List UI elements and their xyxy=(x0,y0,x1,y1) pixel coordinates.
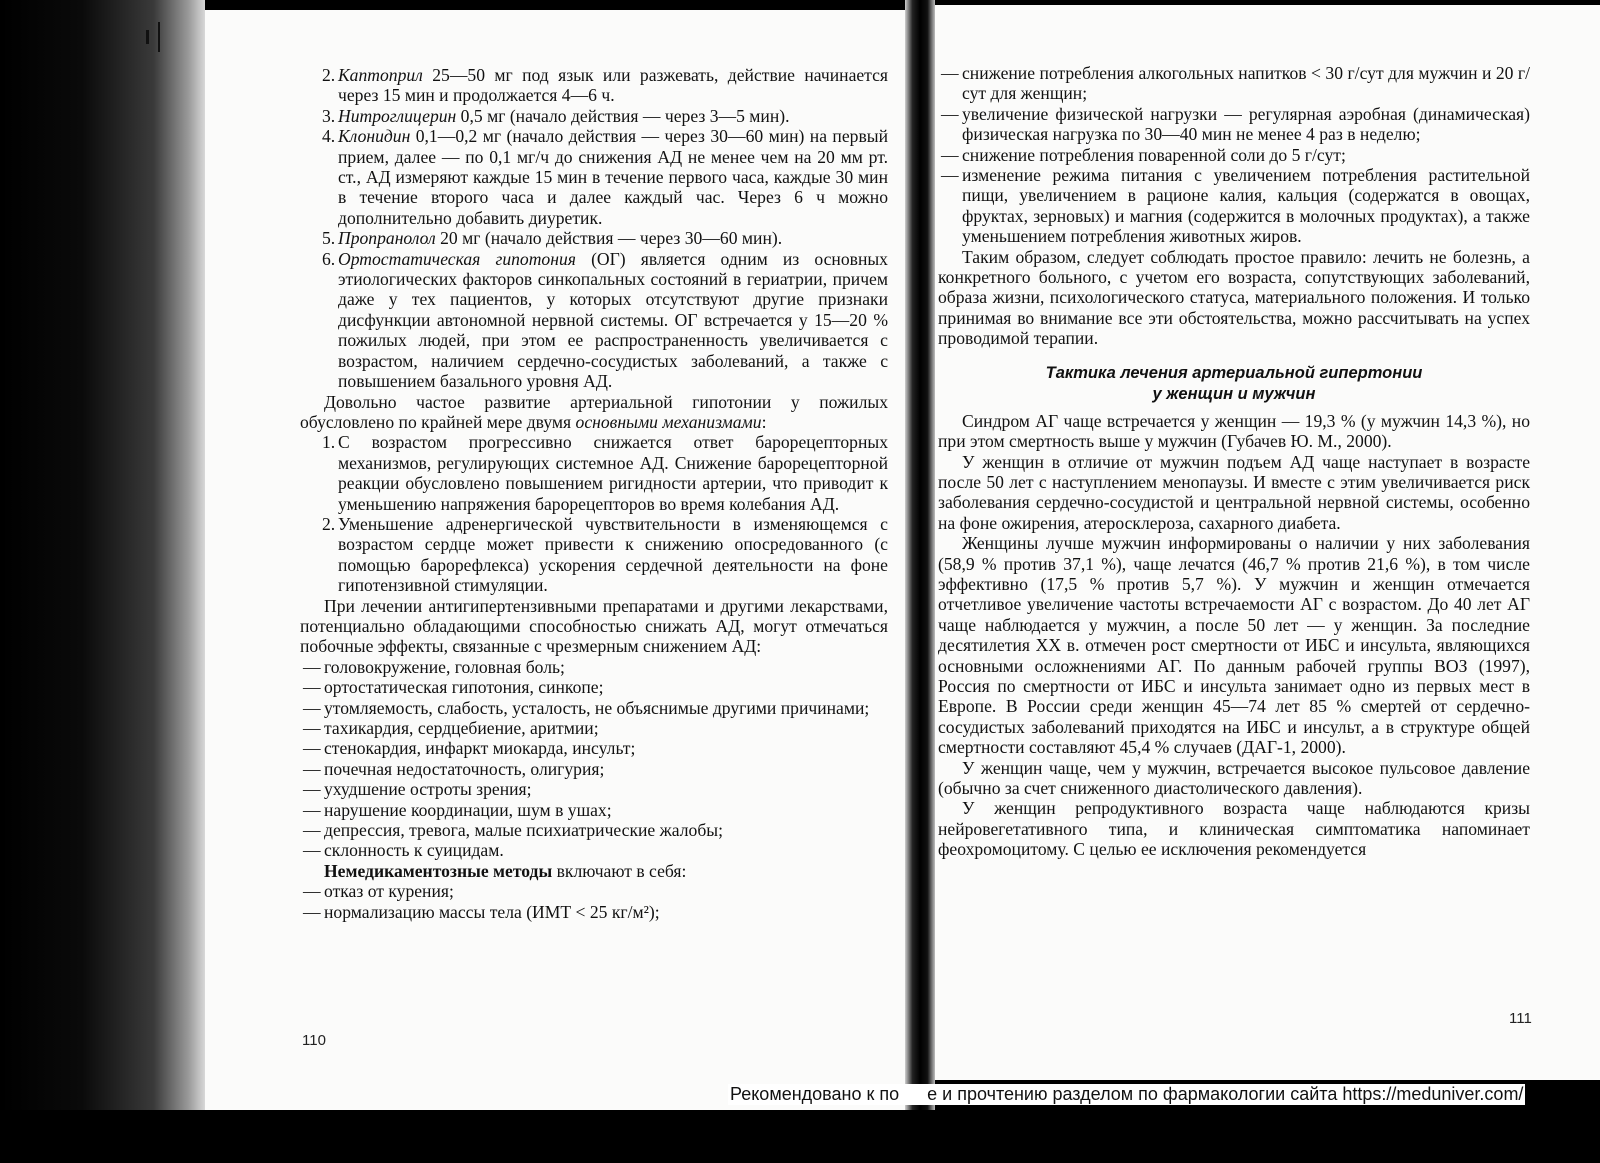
lifestyle-item: — увеличение физической нагрузки — регулярная аэробная (динамическая) физическая нагрузка по 30—40 мин не менее 4 раз в неделю; xyxy=(941,103,1530,145)
scan-bottom-edge xyxy=(0,1110,1600,1163)
side-effect-item: — ухудшение остроты зрения; xyxy=(303,779,532,800)
mechanisms-intro: Довольно частое развитие артериальной гипотонии у пожилых обусловлено по крайней мере двумя основными механизмами: xyxy=(300,391,888,432)
body-paragraph: У женщин чаще, чем у мужчин, встречается высокое пульсовое давление (обычно за счет сниженного диастолического давления). xyxy=(938,757,1530,798)
side-effect-item: — почечная недостаточность, олигурия; xyxy=(303,758,605,779)
nondrug-item: — нормализацию массы тела (ИМТ < 25 кг/м²); xyxy=(303,901,660,922)
side-effect-item: — стенокардия, инфаркт миокарда, инсульт; xyxy=(303,738,636,759)
side-effect-item: — ортостатическая гипотония, синкопе; xyxy=(303,677,604,698)
side-effect-item: — тахикардия, сердцебиение, аритмии; xyxy=(303,718,599,738)
drug-item: 5. Пропранолол 20 мг (начало действия — через 30—60 мин). xyxy=(322,228,783,249)
drug-item: 4. Клонидин 0,1—0,2 мг (начало действия — через 30—60 мин) на первый прием, далее — по 0,1 мг/ч до снижения АД не менее чем на 20 мм рт. ст., АД измеряют каждые 15 мин в течение первого часа, каждые 30 мин в течение второго часа и далее каждый час. Через 6 ч можно дополнительно добавить диуретик. xyxy=(322,126,888,228)
lifestyle-item: — изменение режима питания с увеличением потребления растительной пищи, увеличением в рационе калия, кальция (содержатся в овощах, фруктах, зерновых) и магния (содержится в молочных продуктах), а также уменьшением потребления животных жиров. xyxy=(941,165,1530,247)
body-paragraph: Синдром АГ чаще встречается у женщин — 19,3 % (у мужчин 14,3 %), но при этом смертность выше у мужчин (Губачев Ю. М., 2000). xyxy=(938,410,1530,452)
page-number-left: 110 xyxy=(302,1032,326,1049)
lifestyle-item: — снижение потребления поваренной соли до 5 г/сут; xyxy=(941,144,1346,165)
side-effect-item: — склонность к суицидам. xyxy=(303,840,504,861)
side-effect-item: — нарушение координации, шум в ушах; xyxy=(303,799,612,820)
left-page-text xyxy=(300,65,888,922)
book-gutter xyxy=(905,0,935,1163)
side-effect-item: — утомляемость, слабость, усталость, не объяснимые другими причинами; xyxy=(303,697,870,718)
mechanism-item: 1. С возрастом прогрессивно снижается ответ барорецепторных механизмов, регулирующих системное АД. Снижение барорецепторной реакции обусловлено повышением ригидности артерии, что приводит к уменьшению напряжения барорецепторов во время колебания АД. xyxy=(322,432,888,514)
side-effects-intro: При лечении антигипертензивными препаратами и другими лекарствами, потенциально обладающими способностью снижать АД, могут отмечаться побочные эффекты, связанные с чрезмерным снижением АД: xyxy=(300,595,888,657)
drug-item: 2. Каптоприл 25—50 мг под язык или разжевать, действие начинается через 15 мин и продолжается 4—6 ч. xyxy=(322,65,888,106)
side-effect-item: — депрессия, тревога, малые психиатрические жалобы; xyxy=(303,820,723,841)
conclusion-paragraph: Таким образом, следует соблюдать простое правило: лечить не болезнь, а конкретного больного, с учетом его возраста, сопутствующих заболеваний, образа жизни, психологического статуса, материального положения. И только принимая во внимание все эти обстоятельства, можно рассчитывать на успех проводимой терапии. xyxy=(938,246,1530,349)
lifestyle-item: — снижение потребления алкогольных напитков < 30 г/сут для мужчин и 20 г/сут для женщин; xyxy=(941,63,1530,104)
page-number-right: 111 xyxy=(1509,1010,1532,1027)
scan-speck xyxy=(158,22,160,52)
section-heading: Тактика лечения артериальной гипертонии у женщин и мужчин xyxy=(1045,363,1423,403)
drug-item: 6. Ортостатическая гипотония (ОГ) является одним из основных этиологических факторов синкопальных состояний в гериатрии, причем даже у тех пациентов, у которых отсутствуют другие признаки дисфункции автономной нервной системы. ОГ встречается у 15—20 % пожилых людей, при этом ее распространенность увеличивается с возрастом, наличием сердечно-сосудистых заболеваний, а также с повышением базального уровня АД. xyxy=(322,248,888,392)
body-paragraph: Женщины лучше мужчин информированы о наличии у них заболевания (58,9 % против 37,1 %), чаще лечатся (46,7 % против 21,6 %), в том числе эффективно (17,5 % против 5,7 %). У мужчин и женщин отмечается отчетливое увеличение частоты встречаемости АГ с возрастом. До 40 лет АГ чаще наблюдается у мужчин, а после 50 лет — у женщин. За последние десятилетия XX в. отмечен рост смертности от ИБС и инсульта, являющихся основными осложнениями АГ. По данным рабочей группы ВОЗ (1997), Россия по смертности от ИБС и инсульта занимает одно из первых мест в Европе. В России среди женщин 45—74 лет 85 % смертей от сердечно-сосудистых заболеваний приходятся на ИБС и инсульт, а в структуре общей смертности составляют 45,4 % случаев (ДАГ-1, 2000). xyxy=(938,533,1530,758)
drug-item: 3. Нитроглицерин 0,5 мг (начало действия — через 3—5 мин). xyxy=(322,105,790,126)
nondrug-item: — отказ от курения; xyxy=(303,881,454,902)
mechanism-item: 2. Уменьшение адренергической чувствительности в изменяющемся с возрастом сердце может привести к снижению опосредованного (с помощью барорефлекса) ускорения сердечной деятельности на фоне гипотензивной стимуляции. xyxy=(322,513,888,596)
right-page-text xyxy=(938,63,1530,860)
scan-shadow-left xyxy=(0,0,205,1163)
nondrug-intro: Немедикаментозные методы включают в себя: xyxy=(324,860,687,881)
body-paragraph: У женщин репродуктивного возраста чаще наблюдаются кризы нейровегетативного типа, и клиническая симптоматика напоминает феохромоцитому. С целью ее исключения рекомендуется xyxy=(938,798,1530,860)
side-effect-item: — головокружение, головная боль; xyxy=(303,656,565,677)
body-paragraph: У женщин в отличие от мужчин подъем АД чаще наступает в возрасте после 50 лет с наступлением менопаузы. И вместе с этим увеличивается риск заболевания сердечно-сосудистой и центральной нервной системы, особенно на фоне ожирения, атеросклероза, сахарного диабета. xyxy=(938,451,1530,533)
watermark-text: Рекомендовано к по е и прочтению разделом по фармакологии сайта https://meduniver.com/ xyxy=(730,1084,1524,1104)
scan-speck xyxy=(146,30,149,44)
